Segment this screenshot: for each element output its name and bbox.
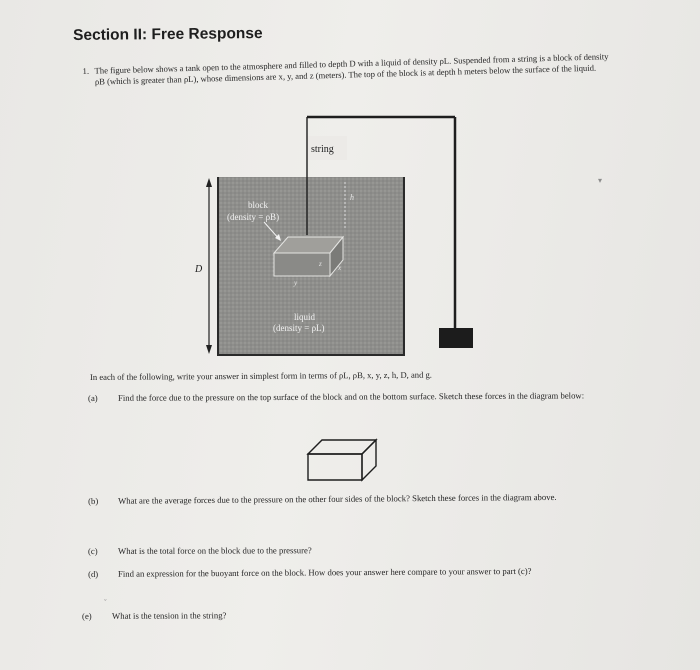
liquid-label: liquid <box>294 312 316 322</box>
question-b-label: (b) <box>88 495 99 506</box>
question-b-text: What are the average forces due to the pressure on the other four sides of the block? Sketch these forces in the diagram above. <box>118 491 557 506</box>
block-sketch <box>302 434 384 486</box>
question-a <box>88 389 648 403</box>
sketch-side-face <box>362 440 376 480</box>
tank-diagram <box>180 110 500 370</box>
block-density-label: (density = ρB) <box>227 212 280 222</box>
question-c-text: What is the total force on the block due to the pressure? <box>118 545 312 556</box>
question-d-label: (d) <box>88 568 99 579</box>
question-d <box>88 564 648 579</box>
problem-text: The figure below shows a tank open to the atmosphere and filled to depth D with a liquid of density ρL. Suspended from a string is a block of density ρB (which is greater than ρL), whose dimensions are x, y, and z (meters). The top of the block is at depth h meters below the surface of the liquid. <box>94 51 609 87</box>
question-e-text: What is the tension in the string? <box>112 610 227 621</box>
section-title: Section II: Free Response <box>73 25 263 44</box>
question-e-label: (e) <box>82 610 92 621</box>
h-label: h <box>350 193 354 202</box>
sketch-front-face <box>308 454 362 480</box>
depth-arrow-bottom-head <box>206 345 212 354</box>
pen-mark: ▾ <box>598 176 603 185</box>
string-label: string <box>311 144 334 155</box>
question-a-label: (a) <box>88 392 98 403</box>
question-e <box>82 607 642 621</box>
question-c <box>88 543 648 556</box>
y-label: y <box>294 279 298 287</box>
sketch-top-face <box>308 440 376 454</box>
x-label: x <box>338 264 342 272</box>
depth-arrow-top-head <box>206 178 212 187</box>
question-c-label: (c) <box>88 545 98 556</box>
depth-label: D <box>195 264 203 275</box>
block-label: block <box>248 200 268 210</box>
pen-tick: ˇ <box>104 598 107 607</box>
problem-number: 1. <box>82 65 90 76</box>
instructions: In each of the following, write your answer in simplest form in terms of ρL, ρB, x, y, z, h, D, and g. <box>90 369 432 382</box>
question-d-text: Find an expression for the buoyant force on the block. How does your answer here compare to your answer to part (c)? <box>118 565 532 579</box>
support-base <box>439 328 473 348</box>
question-b <box>88 490 648 506</box>
question-a-text: Find the force due to the pressure on the top surface of the block and on the bottom surface. Sketch these forces in the diagram below: <box>118 390 585 403</box>
liquid-density-label: (density = ρL) <box>273 323 325 333</box>
z-label: z <box>319 260 322 268</box>
